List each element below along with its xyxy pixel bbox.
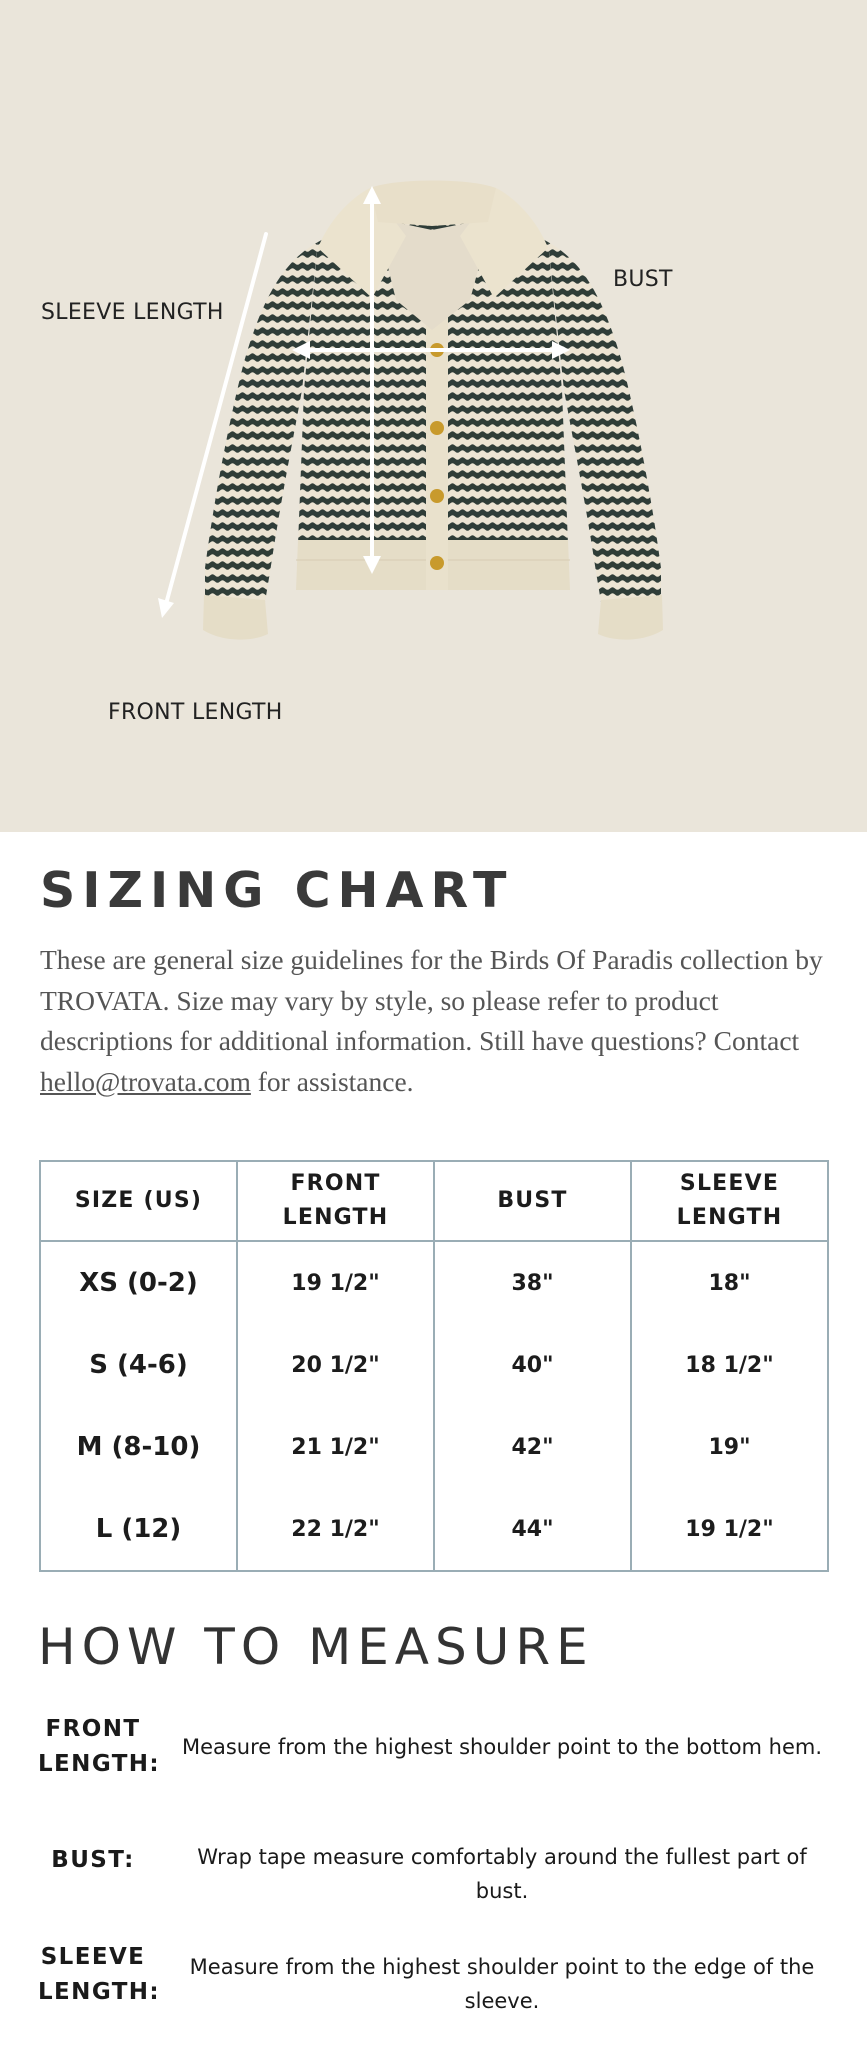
- how-to-measure-title: HOW TO MEASURE: [38, 1618, 594, 1676]
- table-row: [40, 1241, 828, 1324]
- size-cell: M (8-10): [40, 1406, 237, 1488]
- table-header-row: [40, 1161, 828, 1241]
- bust-cell: 44": [434, 1488, 631, 1571]
- measure-label-sleeve-length: SLEEVE LENGTH:: [38, 1944, 161, 2005]
- sizing-chart-title: SIZING CHART: [40, 862, 514, 919]
- hero-section: [0, 0, 867, 832]
- header-sleeve-length: SLEEVE LENGTH: [631, 1161, 828, 1241]
- measure-desc-front-length: Measure from the highest shoulder point to the bottom hem.: [181, 1735, 823, 1759]
- front-length-cell: 20 1/2": [237, 1324, 434, 1406]
- bust-label: BUST: [613, 267, 673, 292]
- sleeve-length-cell: 19": [631, 1406, 828, 1488]
- sleeve-length-label: SLEEVE LENGTH: [41, 300, 224, 325]
- header-bust: BUST: [434, 1161, 631, 1241]
- measure-desc-sleeve-length: Measure from the highest shoulder point to the edge of the sleeve.: [189, 1955, 815, 2013]
- measure-desc-bust: Wrap tape measure comfortably around the fullest part of bust.: [197, 1845, 807, 1903]
- size-cell: XS (0-2): [40, 1241, 237, 1324]
- bust-cell: 40": [434, 1324, 631, 1406]
- bust-cell: 38": [434, 1241, 631, 1324]
- front-length-label: FRONT LENGTH: [108, 700, 283, 725]
- bust-cell: 42": [434, 1406, 631, 1488]
- table-row: [40, 1488, 828, 1571]
- size-cell: L (12): [40, 1488, 237, 1571]
- sleeve-length-cell: 19 1/2": [631, 1488, 828, 1571]
- front-length-cell: 21 1/2": [237, 1406, 434, 1488]
- sizing-intro-paragraph: [40, 940, 830, 1102]
- table-row: [40, 1324, 828, 1406]
- intro-text-after: for assistance.: [250, 1065, 414, 1097]
- table-row: [40, 1406, 828, 1488]
- header-front-length: FRONT LENGTH: [237, 1161, 434, 1241]
- measure-label-front-length: FRONT LENGTH:: [38, 1716, 161, 1777]
- sleeve-length-cell: 18 1/2": [631, 1324, 828, 1406]
- size-cell: S (4-6): [40, 1324, 237, 1406]
- contact-email-link[interactable]: hello@trovata.com: [40, 1065, 251, 1097]
- front-length-cell: 19 1/2": [237, 1241, 434, 1324]
- intro-text-before: These are general size guidelines for the Birds Of Paradis collection by TROVATA. Size may vary by style, so please refer to product descriptions for additional information. Still have questions? Contact: [40, 944, 823, 1056]
- header-size: SIZE (US): [40, 1161, 237, 1241]
- sleeve-length-cell: 18": [631, 1241, 828, 1324]
- sizing-table: [39, 1160, 829, 1572]
- measure-label-bust: BUST:: [51, 1847, 135, 1873]
- front-length-cell: 22 1/2": [237, 1488, 434, 1571]
